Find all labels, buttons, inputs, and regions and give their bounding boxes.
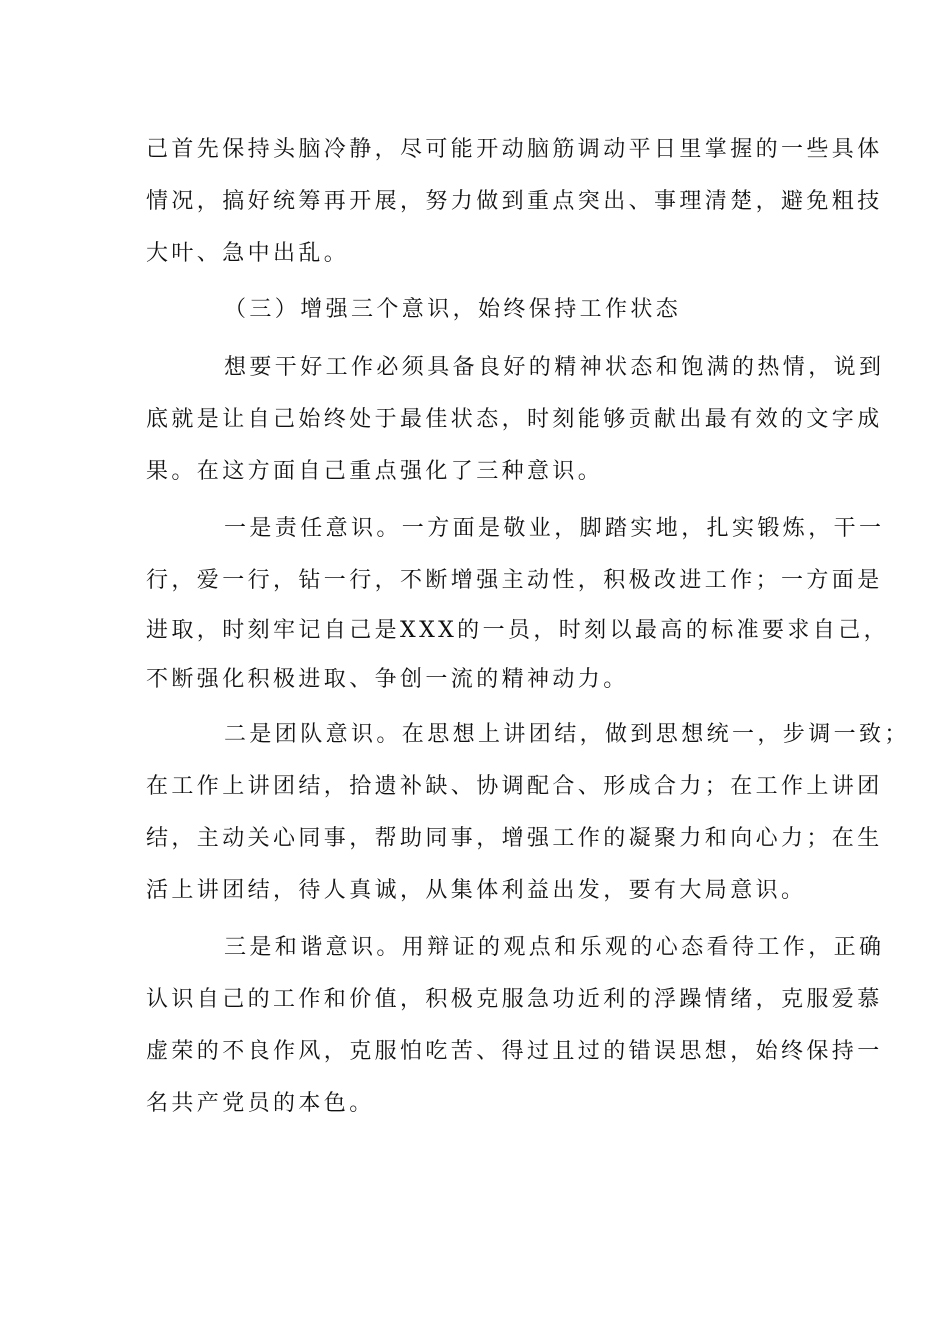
body-text-line: 名共产党员的本色。 [146,1091,375,1116]
body-text-line: 认识自己的工作和价值，积极克服急功近利的浮躁情绪，克服爱慕 [146,987,883,1012]
body-text-line: 想要干好工作必须具备良好的精神状态和饱满的热情，说到 [224,355,885,380]
body-text-line: 活上讲团结，待人真诚，从集体利益出发，要有大局意识。 [146,878,807,903]
body-text-line: 三是和谐意识。用辩证的观点和乐观的心态看待工作，正确 [224,935,885,960]
body-text-line: 二是团队意识。在思想上讲团结，做到思想统一，步调一致； [224,722,910,747]
body-text-line: 结，主动关心同事，帮助同事，增强工作的凝聚力和向心力；在生 [146,826,883,851]
body-text-line: 情况，搞好统筹再开展，努力做到重点突出、事理清楚，避免粗技 [146,189,883,214]
body-text-line: 底就是让自己始终处于最佳状态，时刻能够贡献出最有效的文字成 [146,407,883,432]
section-heading: （三）增强三个意识，始终保持工作状态 [224,297,682,322]
body-text-line: 大叶、急中出乱。 [146,241,350,266]
body-text-line: 己首先保持头脑冷静，尽可能开动脑筋调动平日里掌握的一些具体 [146,137,883,162]
body-text-line: 不断强化积极进取、争创一流的精神动力。 [146,667,629,692]
body-text-line: 行，爱一行，钻一行，不断增强主动性，积极改进工作；一方面是 [146,568,883,593]
body-text-line: 在工作上讲团结，拾遗补缺、协调配合、形成合力；在工作上讲团 [146,774,883,799]
body-text-line: 进取，时刻牢记自己是XXX的一员，时刻以最高的标准要求自己， [146,618,889,643]
body-text-line: 虚荣的不良作风，克服怕吃苦、得过且过的错误思想，始终保持一 [146,1039,883,1064]
body-text-line: 果。在这方面自己重点强化了三种意识。 [146,459,604,484]
body-text-line: 一是责任意识。一方面是敬业，脚踏实地，扎实锻炼，干一 [224,516,885,541]
